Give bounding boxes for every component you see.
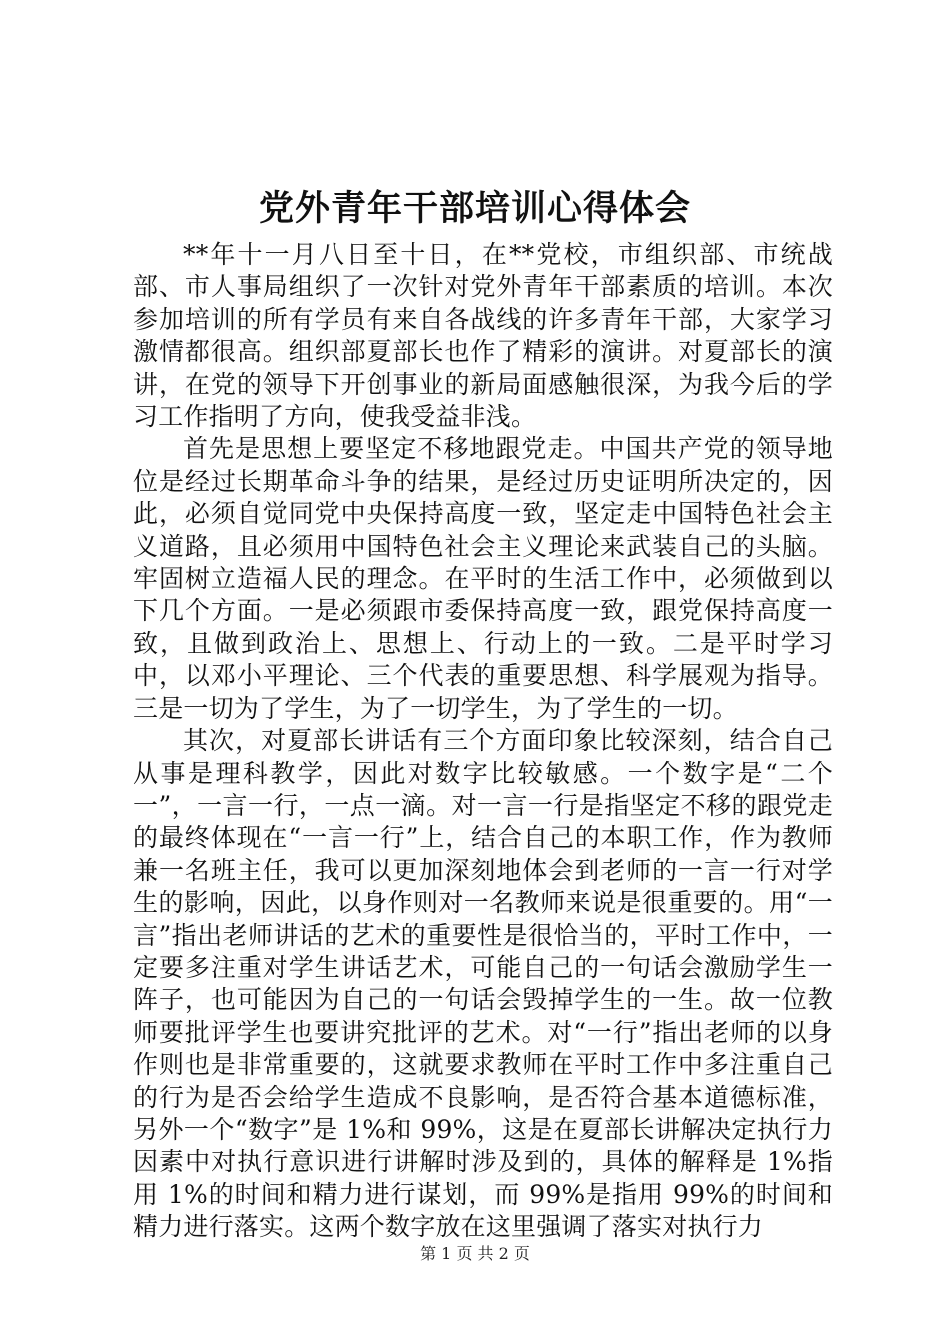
- document-title: 党外青年干部培训心得体会: [258, 188, 691, 229]
- paragraph-second-point: 其次，对夏部长讲话有三个方面印象比较深刻，结合自己从事是理科教学，因此对数字比较敏感。一个数字是“二个一”，一言一行，一点一滴。对一言一行是指坚定不移的跟党走的最终体现在“一言一行”上，结合自己的本职工作，作为教师兼一名班主任，我可以更加深刻地体会到老师的一言一行对学生的影响，因此，以身作则对一名教师来说是很重要的。用“一言”指出老师讲话的艺术的重要性是很恰当的，平时工作中，一定要多注重对学生讲话艺术，可能自己的一句话会激励学生一阵子，也可能因为自己的一句话会毁掉学生的一生。故一位教师要批评学生也要讲究批评的艺术。对“一行”指出老师的以身作则也是非常重要的，这就要求教师在平时工作中多注重自己的行为是否会给学生造成不良影响，是否符合基本道德标准，另外一个“数字”是 1%和 99%，这是在夏部长讲解决定执行力因素中对执行意识进行讲解时涉及到的，具体的解释是 1%指用 1%的时间和精力进行谋划，而 99%是指用 99%的时间和精力进行落实。这两个数字放在这里强调了落实对执行力: [133, 726, 833, 1242]
- page-number-footer: 第 1 页 共 2 页: [420, 1244, 530, 1263]
- paragraph-first-point: 首先是思想上要坚定不移地跟党走。中国共产党的领导地位是经过长期革命斗争的结果，是经过历史证明所决定的，因此，必须自觉同党中央保持高度一致，坚定走中国特色社会主义道路，且必须用中国特色社会主义理论来武装自己的头脑。牢固树立造福人民的理念。在平时的生活工作中，必须做到以下几个方面。一是必须跟市委保持高度一致，跟党保持高度一致，且做到政治上、思想上、行动上的一致。二是平时学习中，以邓小平理论、三个代表的重要思想、科学展观为指导。三是一切为了学生，为了一切学生，为了学生的一切。: [133, 434, 833, 723]
- paragraph-intro: **年十一月八日至十日，在**党校，市组织部、市统战部、市人事局组织了一次针对党外青年干部素质的培训。本次参加培训的所有学员有来自各战线的许多青年干部，大家学习激情都很高。组织部夏部长也作了精彩的演讲。对夏部长的演讲，在党的领导下开创事业的新局面感触很深，为我今后的学习工作指明了方向，使我受益非浅。: [133, 240, 833, 432]
- document-body: [133, 239, 833, 1244]
